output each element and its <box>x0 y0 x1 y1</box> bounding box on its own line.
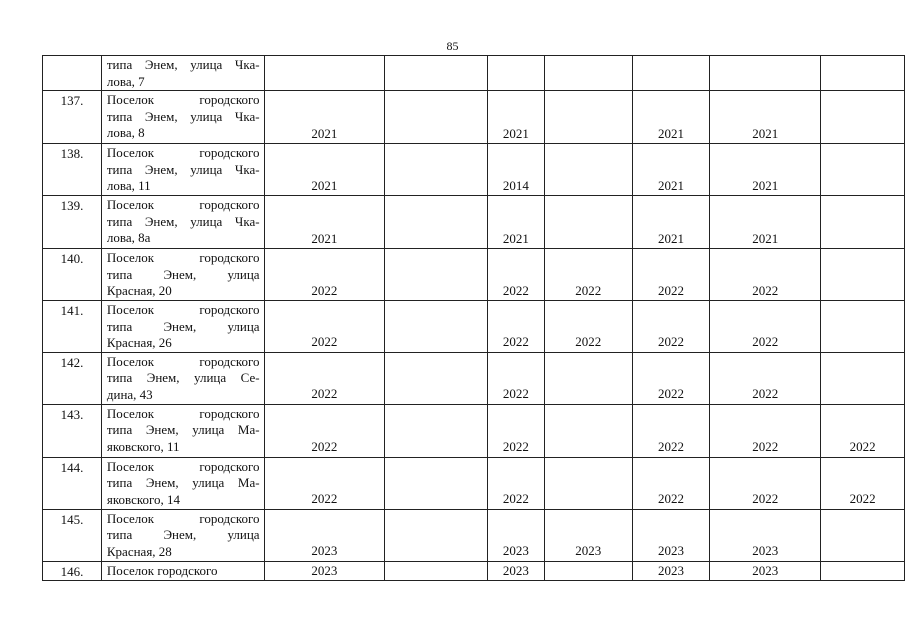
year-cell <box>544 561 632 581</box>
address-line: типа Энем, улица Чка- <box>106 108 260 124</box>
table-row <box>43 56 905 91</box>
year-cell: 2022 <box>544 301 632 353</box>
year-cell <box>632 56 710 91</box>
year-cell <box>385 91 488 144</box>
year-cell <box>544 457 632 509</box>
year-cell: 2021 <box>264 144 385 196</box>
year-cell: 2021 <box>632 91 710 144</box>
address-line: типа Энем, улица Се- <box>106 370 260 385</box>
year-cell: 2022 <box>264 301 385 353</box>
row-number <box>43 56 102 91</box>
address-line: типа Энем, улица <box>106 527 260 542</box>
row-address <box>101 249 264 301</box>
year-cell: 2023 <box>710 561 821 581</box>
row-address <box>101 91 264 144</box>
row-address <box>101 56 264 91</box>
year-cell <box>487 56 544 91</box>
year-cell: 2022 <box>544 249 632 301</box>
year-cell: 2022 <box>264 404 385 457</box>
address-line: лова, 8а <box>106 230 151 245</box>
year-cell <box>821 144 905 196</box>
row-number: 146. <box>43 561 102 581</box>
year-cell: 2022 <box>710 404 821 457</box>
row-number: 144. <box>43 457 102 509</box>
year-cell: 2022 <box>710 301 821 353</box>
table-row <box>43 509 905 561</box>
year-cell: 2023 <box>264 561 385 581</box>
row-address <box>101 144 264 196</box>
year-cell: 2022 <box>710 457 821 509</box>
year-cell: 2014 <box>487 144 544 196</box>
year-cell: 2023 <box>487 509 544 561</box>
table-row <box>43 91 905 144</box>
address-line: типа Энем, улица Чка- <box>106 57 260 72</box>
year-cell: 2022 <box>632 457 710 509</box>
year-cell: 2022 <box>487 352 544 404</box>
year-cell <box>821 91 905 144</box>
address-line: Поселок городского <box>106 458 260 474</box>
year-cell: 2022 <box>821 404 905 457</box>
row-number: 143. <box>43 404 102 457</box>
year-cell <box>385 352 488 404</box>
row-address <box>101 196 264 249</box>
year-cell <box>544 196 632 249</box>
year-cell: 2022 <box>710 352 821 404</box>
row-address <box>101 509 264 561</box>
year-cell: 2022 <box>632 301 710 353</box>
year-cell: 2022 <box>710 249 821 301</box>
year-cell: 2022 <box>264 249 385 301</box>
year-cell <box>821 249 905 301</box>
year-cell <box>544 144 632 196</box>
address-line: Красная, 26 <box>106 335 172 350</box>
address-line: Поселок городского <box>106 510 260 526</box>
table-row <box>43 404 905 457</box>
year-cell: 2021 <box>487 91 544 144</box>
year-cell: 2021 <box>264 91 385 144</box>
year-cell <box>385 561 488 581</box>
address-line: яковского, 11 <box>106 438 180 454</box>
table-row <box>43 301 905 353</box>
year-cell <box>821 56 905 91</box>
address-line: Поселок городского <box>106 197 260 212</box>
schedule-table <box>42 55 905 581</box>
year-cell: 2023 <box>264 509 385 561</box>
row-number: 142. <box>43 352 102 404</box>
year-cell <box>385 509 488 561</box>
year-cell: 2022 <box>632 352 710 404</box>
address-line: типа Энем, улица Ма- <box>106 475 260 490</box>
address-line: типа Энем, улица Чка- <box>106 161 260 177</box>
address-line: яковского, 14 <box>106 491 181 507</box>
row-number: 141. <box>43 301 102 353</box>
address-line: Красная, 20 <box>106 283 172 298</box>
year-cell: 2022 <box>632 249 710 301</box>
row-number: 138. <box>43 144 102 196</box>
year-cell <box>821 301 905 353</box>
year-cell: 2021 <box>632 196 710 249</box>
year-cell <box>385 144 488 196</box>
row-number: 137. <box>43 91 102 144</box>
table-row <box>43 457 905 509</box>
year-cell <box>710 56 821 91</box>
year-cell: 2022 <box>264 352 385 404</box>
row-address <box>101 457 264 509</box>
year-cell: 2021 <box>710 196 821 249</box>
year-cell: 2023 <box>632 509 710 561</box>
year-cell <box>544 404 632 457</box>
address-line: дина, 43 <box>106 386 153 402</box>
year-cell: 2022 <box>487 249 544 301</box>
year-cell <box>385 249 488 301</box>
table-row <box>43 196 905 249</box>
year-cell <box>821 561 905 581</box>
table-row <box>43 561 905 581</box>
address-line: лова, 7 <box>106 73 145 89</box>
year-cell <box>385 457 488 509</box>
year-cell <box>385 56 488 91</box>
year-cell: 2022 <box>487 457 544 509</box>
row-address <box>101 352 264 404</box>
year-cell <box>385 404 488 457</box>
table-row <box>43 352 905 404</box>
year-cell: 2022 <box>487 301 544 353</box>
year-cell: 2021 <box>487 196 544 249</box>
year-cell <box>544 91 632 144</box>
address-line: Поселок городского <box>106 405 260 421</box>
address-line: Поселок городского <box>106 145 260 160</box>
year-cell: 2021 <box>632 144 710 196</box>
year-cell: 2021 <box>710 91 821 144</box>
year-cell: 2022 <box>632 404 710 457</box>
table-row <box>43 144 905 196</box>
year-cell: 2023 <box>544 509 632 561</box>
row-address <box>101 561 264 581</box>
year-cell <box>821 352 905 404</box>
row-number: 140. <box>43 249 102 301</box>
address-line: типа Энем, улица Чка- <box>106 213 260 229</box>
year-cell: 2021 <box>710 144 821 196</box>
year-cell <box>821 196 905 249</box>
year-cell: 2021 <box>264 196 385 249</box>
row-number: 139. <box>43 196 102 249</box>
address-line: типа Энем, улица Ма- <box>106 422 260 437</box>
table-row <box>43 249 905 301</box>
year-cell <box>385 196 488 249</box>
year-cell: 2023 <box>710 509 821 561</box>
year-cell <box>385 301 488 353</box>
row-number: 145. <box>43 509 102 561</box>
year-cell <box>544 56 632 91</box>
address-line: Красная, 28 <box>106 543 172 559</box>
address-line: Поселок городского <box>106 353 260 369</box>
address-line: Поселок городского <box>106 92 260 107</box>
address-line: типа Энем, улица <box>106 266 260 282</box>
year-cell <box>544 352 632 404</box>
address-line: Поселок городского <box>106 562 218 578</box>
address-line: Поселок городского <box>106 302 260 317</box>
address-line: лова, 8 <box>106 125 145 140</box>
year-cell: 2023 <box>632 561 710 581</box>
year-cell: 2023 <box>487 561 544 581</box>
page-number: 85 <box>446 39 459 53</box>
row-address <box>101 301 264 353</box>
year-cell: 2022 <box>821 457 905 509</box>
year-cell: 2022 <box>487 404 544 457</box>
address-line: типа Энем, улица <box>106 318 260 334</box>
year-cell <box>821 509 905 561</box>
address-line: Поселок городского <box>106 250 260 265</box>
year-cell <box>264 56 385 91</box>
row-address <box>101 404 264 457</box>
year-cell: 2022 <box>264 457 385 509</box>
address-line: лова, 11 <box>106 178 151 193</box>
